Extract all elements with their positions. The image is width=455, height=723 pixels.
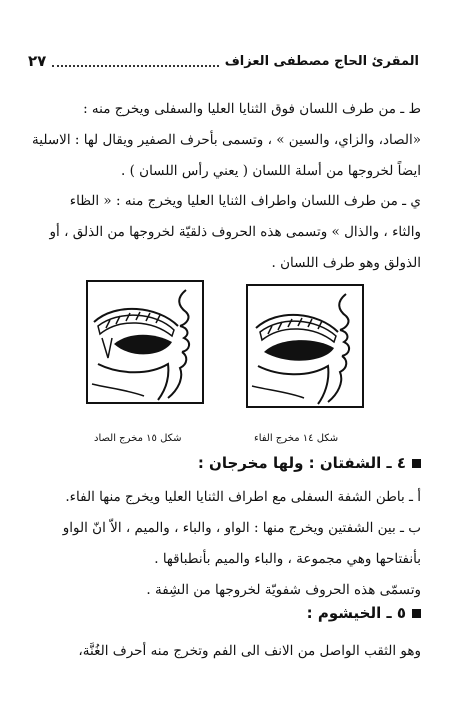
figure-14-caption: شكل ١٤ مخرج الفاء — [254, 433, 339, 444]
section-heading-lips — [198, 454, 421, 472]
text-line: وهو الثقب الواصل من الانف الى الفم وتخرج منه أحرف الغُنَّة، — [78, 643, 421, 659]
text-line: الذولق وهو طرف اللسان . — [271, 255, 421, 271]
section-title: ٥ ـ الخيشوم : — [306, 604, 406, 622]
mouth-profile-drawing — [248, 286, 362, 406]
text-line: ط ـ من طرف اللسان فوق الثنايا العليا والسفلى ويخرج منه : — [83, 101, 421, 117]
square-bullet-icon — [412, 459, 421, 468]
page-number: ٢٧ — [28, 52, 47, 70]
text-line: وتسمّى هذه الحروف شفويّة لخروجها من الشِفة . — [146, 582, 421, 598]
section-title: ٤ ـ الشفتان : ولها مخرجان : — [197, 454, 406, 472]
figure-15-mouth-diagram — [86, 280, 204, 404]
text-line: «الصاد، والزاي، والسين » ، وتسمى بأحرف الصفير ويقال لها : الاسلية — [32, 132, 421, 148]
mouth-profile-drawing — [88, 282, 202, 402]
running-title: المقرئ الحاج مصطفى العزاف — [224, 53, 419, 69]
text-line: والثاء ، والذال » وتسمى هذه الحروف ذلقيّة لخروجها من الذلق ، أو — [49, 224, 421, 240]
text-line: ي ـ من طرف اللسان واطراف الثنايا العليا ويخرج منه : « الظاء — [69, 193, 421, 209]
square-bullet-icon — [412, 609, 421, 618]
paragraph-nasal — [26, 636, 421, 667]
page-header — [28, 48, 419, 74]
text-line: ايضاً لخروجها من أسلة اللسان ( يعني رأس اللسان ) . — [121, 163, 421, 179]
header-leader-dots — [52, 55, 218, 67]
text-line: بأنفتاحها وهي مجموعة ، والباء والميم بأنطباقها . — [154, 551, 421, 567]
section-heading-nasal — [307, 604, 421, 622]
text-line: ب ـ بين الشفتين ويخرج منها : الواو ، والباء ، والميم ، الاّ انّ الواو — [62, 520, 421, 536]
figure-15-caption: شكل ١٥ مخرج الصاد — [94, 433, 182, 444]
paragraph-ta — [26, 94, 421, 187]
figure-14-mouth-diagram — [246, 284, 364, 408]
paragraph-lips — [26, 482, 421, 606]
text-line: أ ـ باطن الشفة السفلى مع اطراف الثنايا العليا ويخرج منها الفاء. — [65, 489, 421, 505]
paragraph-ya — [26, 186, 421, 279]
